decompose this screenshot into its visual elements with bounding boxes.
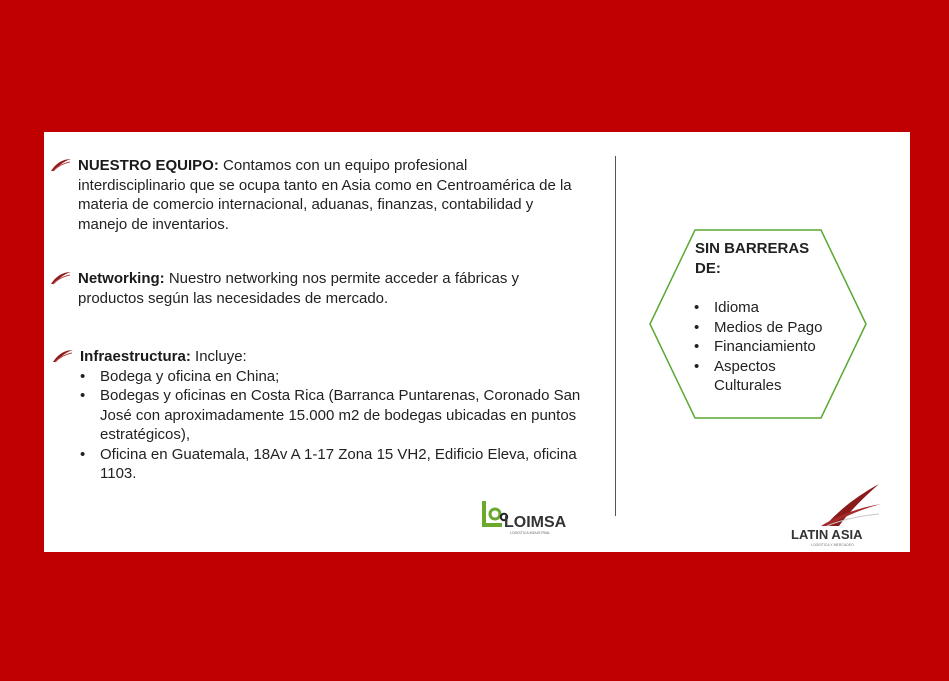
latin-asia-name: LATIN ASIA xyxy=(791,527,863,542)
list-item: • Bodegas y oficinas en Costa Rica (Barranca Puntarenas, Coronado San José con aproximadamente 15.000 m2 de bodegas ubicadas en puntos estratégicos), xyxy=(100,386,590,445)
loimsa-name: LOIMSA xyxy=(504,514,567,531)
list-item: • Financiamiento xyxy=(714,337,822,357)
list-item: • Aspectos Culturales xyxy=(714,357,794,396)
hexagon-list xyxy=(714,298,822,396)
swoosh-icon xyxy=(52,349,74,363)
swoosh-icon xyxy=(50,158,72,172)
list-item: • Idioma xyxy=(714,298,822,318)
vertical-divider xyxy=(615,156,616,516)
loimsa-logo xyxy=(480,498,580,538)
infra-list xyxy=(80,367,590,484)
hexagon-title-line: SIN BARRERAS xyxy=(695,240,810,257)
section-infraestructura xyxy=(80,347,590,484)
list-item: • Bodega y oficina en China; xyxy=(100,367,590,387)
loimsa-tagline: LOGISTICA INDUSTRIAL xyxy=(510,531,551,535)
latin-asia-logo xyxy=(787,482,897,548)
hexagon-title xyxy=(695,239,809,278)
section-equipo xyxy=(78,156,578,234)
section-heading: Infraestructura: xyxy=(80,348,191,365)
section-text: Contamos con un equipo profesional interdisciplinario que se ocupa tanto en Asia como en Centroamérica de la materia de comercio internacional, aduanas, finanzas, contabilidad y manejo de inventarios. xyxy=(78,157,572,233)
latin-asia-tagline: LOGISTICA Y MERCADEO xyxy=(811,543,854,547)
section-text: Nuestro networking nos permite acceder a fábricas y productos según las necesidades de mercado. xyxy=(78,270,520,307)
swoosh-icon xyxy=(50,271,72,285)
slide-panel xyxy=(44,132,910,552)
section-heading: Networking: xyxy=(78,270,165,287)
list-item: • Medios de Pago xyxy=(714,318,822,338)
hexagon-box xyxy=(647,228,869,420)
section-heading: NUESTRO EQUIPO: xyxy=(78,157,219,174)
section-text: Incluye: xyxy=(190,348,247,365)
hexagon-title-line: DE: xyxy=(695,259,721,277)
section-networking xyxy=(78,269,578,308)
list-item: • Oficina en Guatemala, 18Av A 1-17 Zona 15 VH2, Edificio Eleva, oficina 1103. xyxy=(100,445,590,484)
